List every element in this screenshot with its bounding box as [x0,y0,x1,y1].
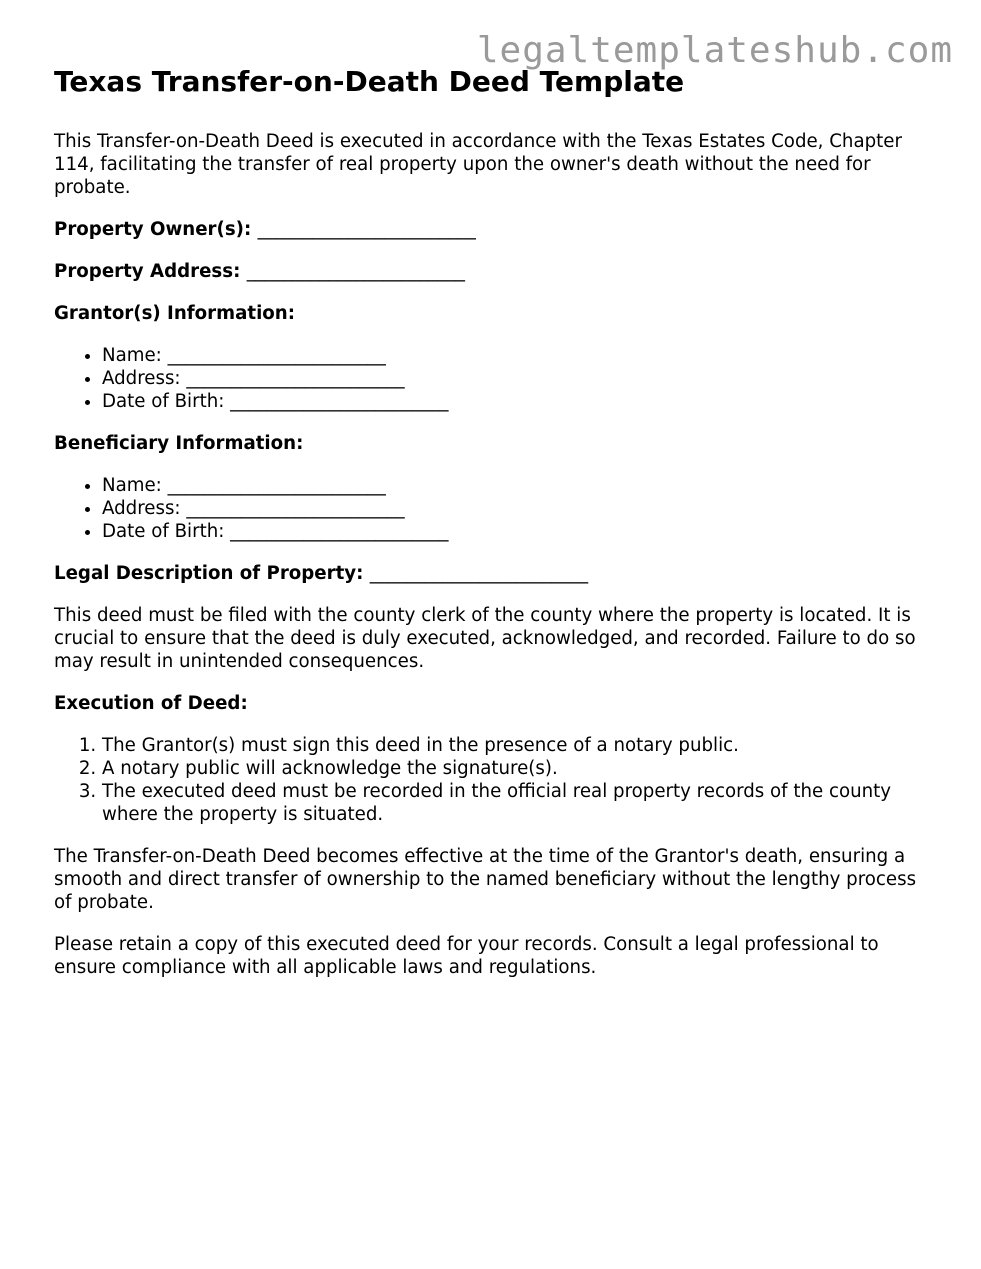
beneficiary-name-label: Name: [102,475,162,496]
legal-description-field [54,562,934,585]
beneficiary-address-item [102,497,934,520]
intro-paragraph: This Transfer-on-Death Deed is executed in accordance with the Texas Estates Code, Chapter 114, facilitating the transfer of real property upon the owner's death without the need for probate. [54,131,902,198]
beneficiary-heading: Beneficiary Information: [54,433,304,454]
beneficiary-dob-blank: ________________________ [230,521,449,542]
property-owner-blank: ________________________ [257,219,476,240]
document-body [54,62,934,998]
closing-paragraph: Please retain a copy of this executed deed for your records. Consult a legal professional to ensure compliance with all applicable laws and regulations. [54,934,879,978]
beneficiary-dob-label: Date of Birth: [102,521,225,542]
execution-step-1: 1. The Grantor(s) must sign this deed in the presence of a notary public. [102,734,934,757]
beneficiary-address-blank: ________________________ [186,498,405,519]
execution-step-3: 3. The executed deed must be recorded in the official real property records of the county where the property is situated. [102,780,934,826]
grantor-heading: Grantor(s) Information: [54,303,296,324]
grantor-dob-label: Date of Birth: [102,391,225,412]
beneficiary-list [54,474,934,543]
beneficiary-name-blank: ________________________ [167,475,386,496]
effective-paragraph: The Transfer-on-Death Deed becomes effective at the time of the Grantor's death, ensuring a smooth and direct transfer of ownership to the named beneficiary without the lengthy process of probate. [54,846,917,913]
property-address-field [54,260,934,283]
grantor-address-blank: ________________________ [186,368,405,389]
grantor-address-label: Address: [102,368,181,389]
beneficiary-name-item [102,474,934,497]
property-owner-field [54,218,934,241]
execution-heading: Execution of Deed: [54,693,248,714]
property-address-blank: ________________________ [246,261,465,282]
property-owner-label: Property Owner(s): [54,219,252,240]
property-address-label: Property Address: [54,261,241,282]
execution-steps-list [54,734,934,826]
grantor-name-blank: ________________________ [167,345,386,366]
document-title: Texas Transfer-on-Death Deed Template [54,65,685,98]
grantor-name-item [102,344,934,367]
grantor-dob-blank: ________________________ [230,391,449,412]
legal-description-label: Legal Description of Property: [54,563,364,584]
grantor-name-label: Name: [102,345,162,366]
execution-step-2: 2. A notary public will acknowledge the signature(s). [102,757,934,780]
watermark-text: legaltemplateshub.com [476,30,953,71]
beneficiary-address-label: Address: [102,498,181,519]
legal-description-blank: ________________________ [369,563,589,584]
grantor-address-item [102,367,934,390]
grantor-list [54,344,934,413]
grantor-dob-item [102,390,934,413]
filing-paragraph: This deed must be filed with the county clerk of the county where the property is located. It is crucial to ensure that the deed is duly executed, acknowledged, and recorded. Failure to do so may result in unintended consequences. [54,605,916,672]
beneficiary-dob-item [102,520,934,543]
